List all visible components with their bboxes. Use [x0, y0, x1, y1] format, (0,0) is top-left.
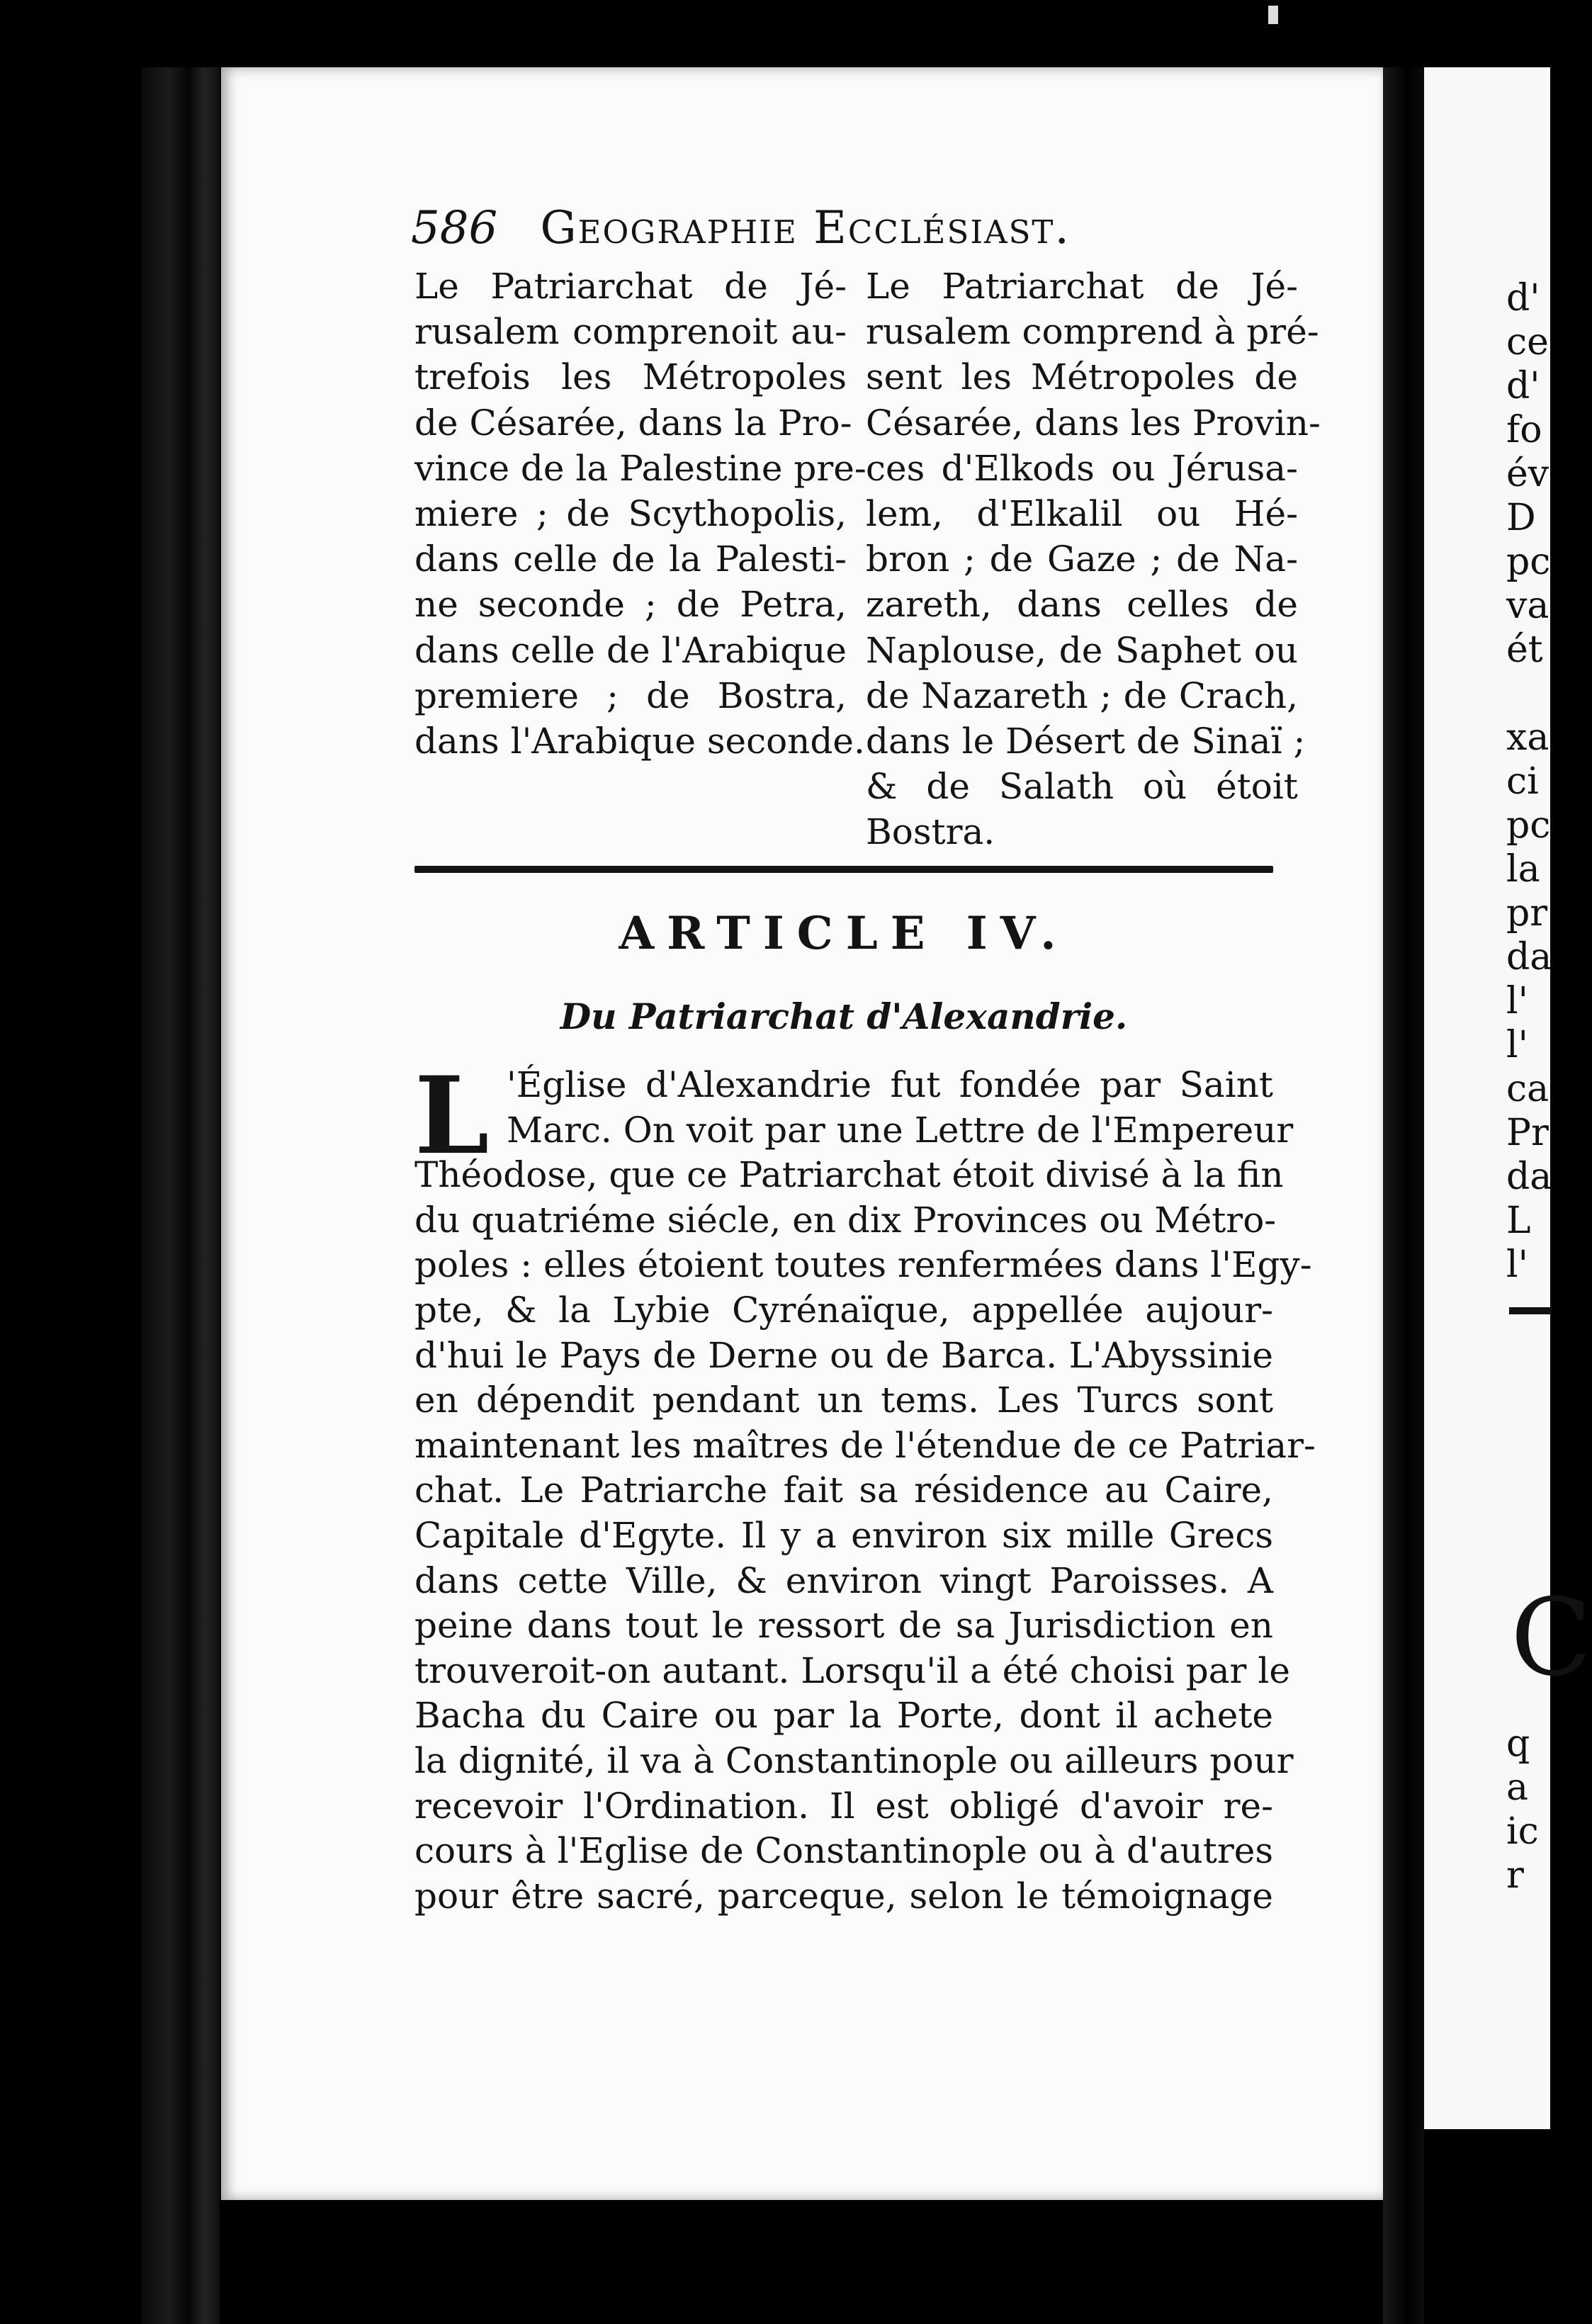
body-line: pour être sacré, parceque, selon le témoignage: [414, 1875, 1273, 1917]
facing-page-fragment: d': [1506, 277, 1540, 320]
running-title: Geographie Ecclésiast.: [540, 202, 1071, 254]
facing-page-fragment: q: [1506, 1722, 1530, 1765]
body-line: pte, & la Lybie Cyrénaïque, appellée aujour-: [414, 1289, 1273, 1331]
right-column-line: rusalem comprend à pré-: [866, 311, 1319, 353]
facing-page-fragment: fo: [1506, 409, 1542, 451]
body-line: Marc. On voit par une Lettre de l'Empereur: [507, 1109, 1294, 1151]
right-column-line: & de Salath où étoit: [866, 766, 1298, 808]
facing-page-fragment: D: [1506, 497, 1536, 539]
page-number: 586: [411, 202, 498, 254]
right-column-line: dans le Désert de Sinaï ;: [866, 721, 1306, 762]
facing-page-fragment: pc: [1506, 804, 1551, 847]
section-divider: [414, 866, 1273, 873]
facing-page-fragment: r: [1506, 1854, 1524, 1897]
facing-page-fragment: L: [1506, 1200, 1531, 1242]
running-header: [411, 202, 1282, 259]
facing-page-fragment: da: [1506, 936, 1552, 978]
left-column: [414, 264, 866, 764]
facing-page-fragment: ca: [1506, 1068, 1549, 1110]
facing-page-fragment: xa: [1506, 716, 1549, 759]
right-column-line: zareth, dans celles de: [866, 584, 1298, 626]
body-line: poles : elles étoient toutes renfermées dans l'Egy-: [414, 1244, 1312, 1286]
drop-cap: L: [414, 1054, 490, 1178]
left-column-line: dans celle de la Palesti-: [414, 538, 847, 580]
right-column-line: Naplouse, de Saphet ou: [866, 629, 1298, 671]
facing-page-fragment: pc: [1506, 541, 1551, 583]
page-gutter: [1383, 67, 1424, 2324]
body-line: trouveroit-on autant. Lorsqu'il a été choisi par le: [414, 1649, 1290, 1691]
facing-page-fragment: d': [1506, 365, 1540, 407]
article-subtitle: Du Patriarchat d'Alexandrie.: [560, 995, 1128, 1037]
right-column-line: bron ; de Gaze ; de Na-: [866, 538, 1298, 580]
facing-page-fragment: l': [1506, 1243, 1528, 1286]
body-line: peine dans tout le ressort de sa Jurisdiction en: [414, 1605, 1273, 1647]
article-body: [414, 1054, 1316, 1919]
right-column: [866, 264, 1321, 855]
facing-page-fragment: l': [1506, 1024, 1528, 1066]
facing-page-fragment: a: [1506, 1766, 1529, 1809]
right-column-line: Bostra.: [866, 811, 995, 853]
left-column-line: ne seconde ; de Petra,: [414, 584, 847, 626]
facing-page-rule: [1509, 1307, 1552, 1314]
left-column-line: dans l'Arabique seconde.: [414, 721, 865, 762]
right-column-line: ces d'Elkods ou Jérusa-: [866, 447, 1298, 489]
facing-page-fragment: ét: [1506, 628, 1543, 671]
right-column-line: sent les Métropoles de: [866, 356, 1298, 398]
facing-page-fragment: da: [1506, 1156, 1552, 1198]
body-line: chat. Le Patriarche fait sa résidence au Caire,: [414, 1470, 1273, 1511]
body-line: maintenant les maîtres de l'étendue de ce Patriar-: [414, 1424, 1316, 1466]
book-binding: [142, 67, 220, 2324]
facing-page-fragment: l': [1506, 980, 1528, 1022]
facing-page-fragment: ce: [1506, 321, 1549, 363]
article-title: ARTICLE IV.: [619, 907, 1069, 960]
facing-page-fragment: va: [1506, 585, 1549, 627]
body-line: dans cette Ville, & environ vingt Paroisses. A: [414, 1559, 1273, 1601]
right-column-line: lem, d'Elkalil ou Hé-: [866, 493, 1298, 535]
body-line: cours à l'Eglise de Constantinople ou à d'autres: [414, 1830, 1273, 1872]
facing-page-fragment: év: [1506, 453, 1549, 495]
body-line: recevoir l'Ordination. Il est obligé d'avoir re-: [414, 1785, 1273, 1827]
left-column-line: miere ; de Scythopolis,: [414, 493, 847, 535]
scan-mark: [1268, 6, 1278, 24]
facing-page-fragment: Pr: [1506, 1112, 1549, 1154]
body-line: Bacha du Caire ou par la Porte, dont il achete: [414, 1695, 1273, 1737]
body-line: en dépendit pendant un tems. Les Turcs sont: [414, 1380, 1273, 1421]
body-line: Capitale d'Egyte. Il y a environ six mille Grecs: [414, 1514, 1273, 1556]
scan-border: [221, 2200, 1383, 2324]
facing-page-fragment: la: [1506, 848, 1540, 891]
body-line: d'hui le Pays de Derne ou de Barca. L'Abyssinie: [414, 1334, 1273, 1376]
right-column-line: Le Patriarchat de Jé-: [866, 266, 1298, 307]
facing-page-fragment: ic: [1506, 1810, 1539, 1853]
facing-page-fragment: ci: [1506, 760, 1539, 803]
facing-page-drop-cap: C: [1511, 1576, 1592, 1700]
left-column-line: premiere ; de Bostra,: [414, 675, 847, 716]
facing-page-fragment: pr: [1506, 892, 1548, 935]
body-line: la dignité, il va à Constantinople ou ailleurs pour: [414, 1739, 1294, 1781]
right-column-line: Césarée, dans les Provin-: [866, 402, 1321, 444]
left-column-line: vince de la Palestine pre-: [414, 447, 866, 489]
body-line: Théodose, que ce Patriarchat étoit divisé à la fin: [414, 1154, 1284, 1196]
left-column-line: Le Patriarchat de Jé-: [414, 266, 847, 307]
right-column-line: de Nazareth ; de Crach,: [866, 675, 1298, 716]
facing-page: [1424, 67, 1592, 2129]
left-column-line: de Césarée, dans la Pro-: [414, 402, 852, 444]
left-column-line: trefois les Métropoles: [414, 356, 847, 398]
left-column-line: rusalem comprenoit au-: [414, 311, 847, 353]
body-line: du quatriéme siécle, en dix Provinces ou Métro-: [414, 1199, 1277, 1241]
body-line: 'Église d'Alexandrie fut fondée par Saint: [507, 1064, 1273, 1105]
left-column-line: dans celle de l'Arabique: [414, 629, 847, 671]
